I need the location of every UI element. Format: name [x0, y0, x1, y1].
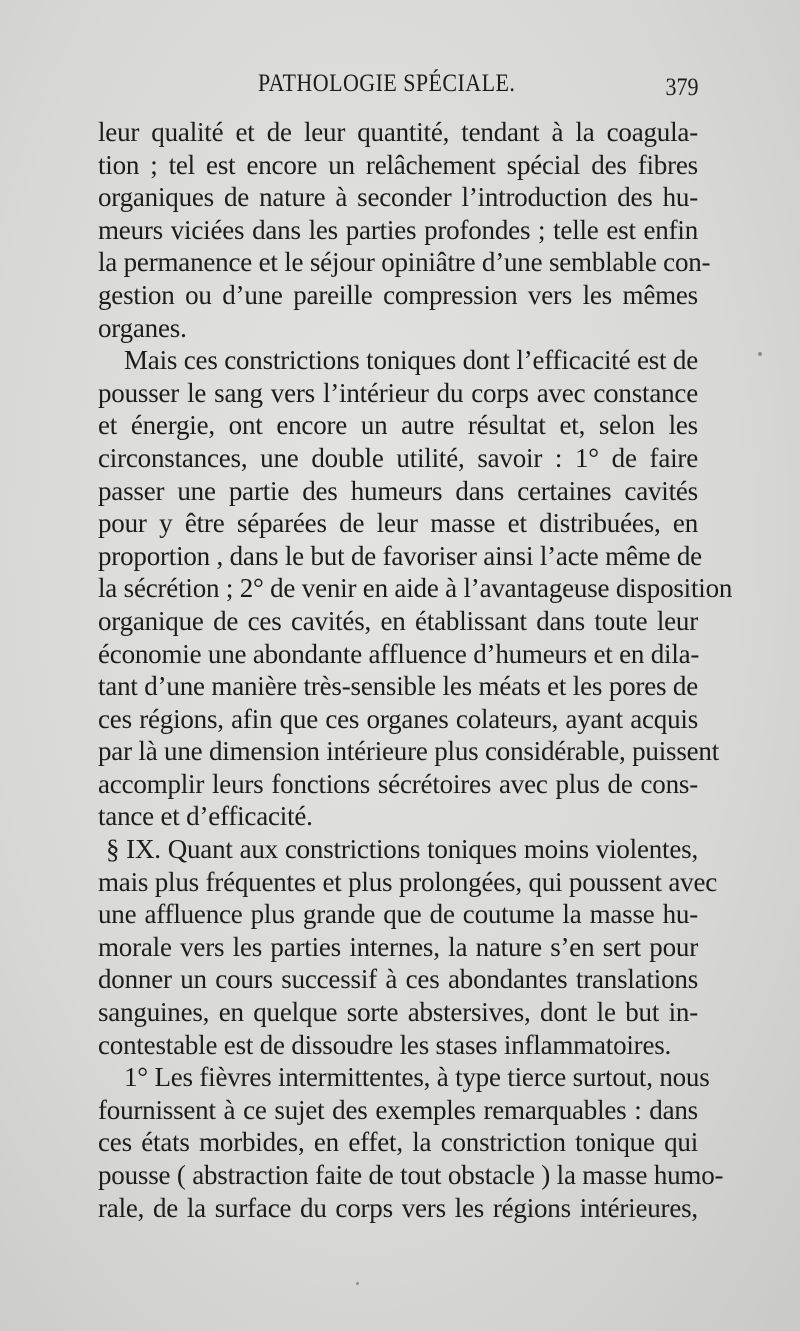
page-number: 379 [665, 74, 698, 101]
text-line: la permanence et le séjour opiniâtre d’une semblable con- [98, 247, 711, 278]
text-line: sanguines, en quelque sorte abstersives, dont le but in- [98, 997, 698, 1028]
text-line: passer une partie des humeurs dans certaines cavités [98, 475, 698, 506]
text-line: une affluence plus grande que de coutume la masse hu- [98, 899, 698, 930]
text-line: ces régions, afin que ces organes colateurs, ayant acquis [98, 703, 698, 734]
body-text [98, 116, 733, 1224]
text-line: tant d’une manière très-sensible les méats et les pores de [98, 671, 698, 702]
text-line: ces états morbides, en effet, la constriction tonique qui [98, 1127, 698, 1158]
text-line: morale vers les parties internes, la nature s’en sert pour [98, 931, 698, 962]
text-line: par là une dimension intérieure plus considérable, puissent [98, 736, 720, 767]
text-line: accomplir leurs fonctions sécrétoires avec plus de cons- [98, 768, 698, 799]
ink-speck [758, 352, 762, 356]
text-line: rale, de la surface du corps vers les régions intérieures, [98, 1192, 698, 1223]
running-title: PATHOLOGIE SPÉCIALE. [258, 70, 516, 97]
paragraph-first-line: Mais ces constrictions toniques dont l’efficacité est de [124, 345, 698, 376]
text-line: mais plus fréquentes et plus prolongées, qui poussent avec [98, 866, 718, 897]
text-line: organiques de nature à seconder l’introduction des hu- [98, 182, 698, 213]
paragraph-first-line: 1° Les fièvres intermittentes, à type tierce surtout, nous [124, 1062, 710, 1093]
text-line: meurs viciées dans les parties profondes ; telle est enfin [98, 214, 698, 245]
text-line: leur qualité et de leur quantité, tendant à la coagula- [98, 117, 698, 147]
text-line: contestable est de dissoudre les stases inflammatoires. [98, 1029, 672, 1060]
text-line: économie une abondante affluence d’humeurs et en dila- [98, 638, 700, 669]
text-line: tance et d’efficacité. [98, 801, 313, 832]
page-header [98, 70, 698, 110]
text-line: proportion , dans le but de favoriser ainsi l’acte même de [98, 540, 702, 571]
text-line: pour y être séparées de leur masse et distribuées, en [98, 508, 698, 539]
ink-speck [356, 1282, 359, 1285]
text-line: gestion ou d’une pareille compression vers les mêmes [98, 279, 698, 310]
text-line: pousser le sang vers l’intérieur du corps avec constance [98, 377, 698, 408]
text-line: fournissent à ce sujet des exemples remarquables : dans [98, 1094, 698, 1125]
text-line: la sécrétion ; 2° de venir en aide à l’avantageuse disposition [98, 573, 733, 604]
text-line: pousse ( abstraction faite de tout obstacle ) la masse humo- [98, 1160, 724, 1190]
text-line: et énergie, ont encore un autre résultat et, selon les [98, 410, 698, 441]
text-line: organique de ces cavités, en établissant dans toute leur [98, 605, 698, 636]
text-line: organes. [98, 312, 187, 343]
section-heading-line: § IX. Quant aux constrictions toniques moins violentes, [106, 834, 698, 865]
text-line: circonstances, une double utilité, savoir : 1° de faire [98, 442, 698, 473]
text-line: tion ; tel est encore un relâchement spécial des fibres [98, 149, 698, 180]
text-line: donner un cours successif à ces abondantes translations [98, 964, 698, 995]
